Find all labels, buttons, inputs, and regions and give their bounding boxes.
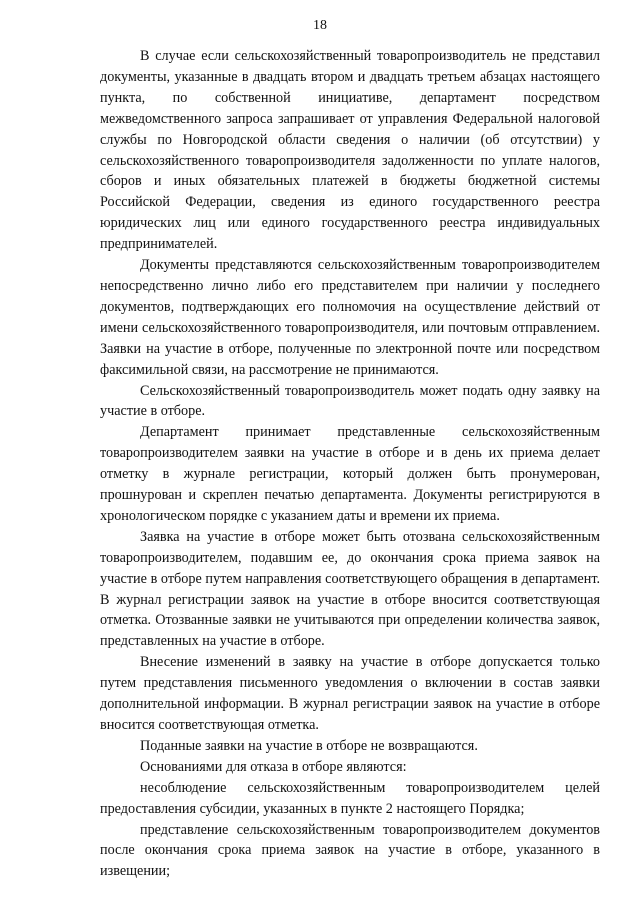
paragraph: Департамент принимает представленные сельскохозяйственным товаропроизводителем заявки на участие в отборе и в день их приема делает отметку в журнале регистрации, который должен быть пронумерован, прошнурован и скреплен печатью департамента. Документы регистрируются в хронологическом порядке с указанием даты и времени их приема. — [100, 424, 600, 524]
paragraph: Заявка на участие в отборе может быть отозвана сельскохозяйственным товаропроизводителем, подавшим ее, до окончания срока приема заявок на участие в отборе путем направления соответствующего обращения в департамент. В журнал регистрации заявок на участие в отборе вносится соответствующая отметка. Отозванные заявки не учитываются при определении количества заявок, представленных на участие в отборе. — [100, 528, 600, 650]
paragraph: Поданные заявки на участие в отборе не возвращаются. — [140, 737, 478, 754]
list-item: несоблюдение сельскохозяйственным товаропроизводителем целей предоставления субсидии, указанных в пункте 2 настоящего Порядка; — [100, 779, 600, 817]
paragraph: Внесение изменений в заявку на участие в отборе допускается только путем представления письменного уведомления о включении в состав заявки дополнительной информации. В журнал регистрации заявок на участие в отборе вносится соответствующая отметка. — [100, 654, 600, 733]
body-text — [100, 46, 600, 882]
paragraph: В случае если сельскохозяйственный товаропроизводитель не представил документы, указанные в двадцать втором и двадцать третьем абзацах настоящего пункта, по собственной инициативе, департамент посредством межведомственного запроса запрашивает от управления Федеральной налоговой службы по Новгородской области сведения о наличии (об отсутствии) у сельскохозяйственного товаропроизводителя задолженности по уплате налогов, сборов и иных обязательных платежей в бюджеты бюджетной системы Российской Федерации, сведения из единого государственного реестра юридических лиц или единого государственного реестра индивидуальных предпринимателей. — [100, 48, 600, 253]
list-item: представление сельскохозяйственным товаропроизводителем документов после окончания срока приема заявок на участие в отборе, указанного в извещении; — [100, 821, 600, 880]
page-number: 18 — [313, 18, 327, 33]
paragraph: Основаниями для отказа в отборе являются: — [140, 758, 407, 775]
paragraph: Документы представляются сельскохозяйственным товаропроизводителем непосредственно лично либо его представителем при наличии у последнего документов, подтверждающих его полномочия на осуществление действий от имени сельскохозяйственного товаропроизводителя, или почтовым отправлением. Заявки на участие в отборе, полученные по электронной почте или посредством факсимильной связи, на рассмотрение не принимаются. — [100, 257, 600, 378]
paragraph: Сельскохозяйственный товаропроизводитель может подать одну заявку на участие в отборе. — [100, 382, 600, 420]
